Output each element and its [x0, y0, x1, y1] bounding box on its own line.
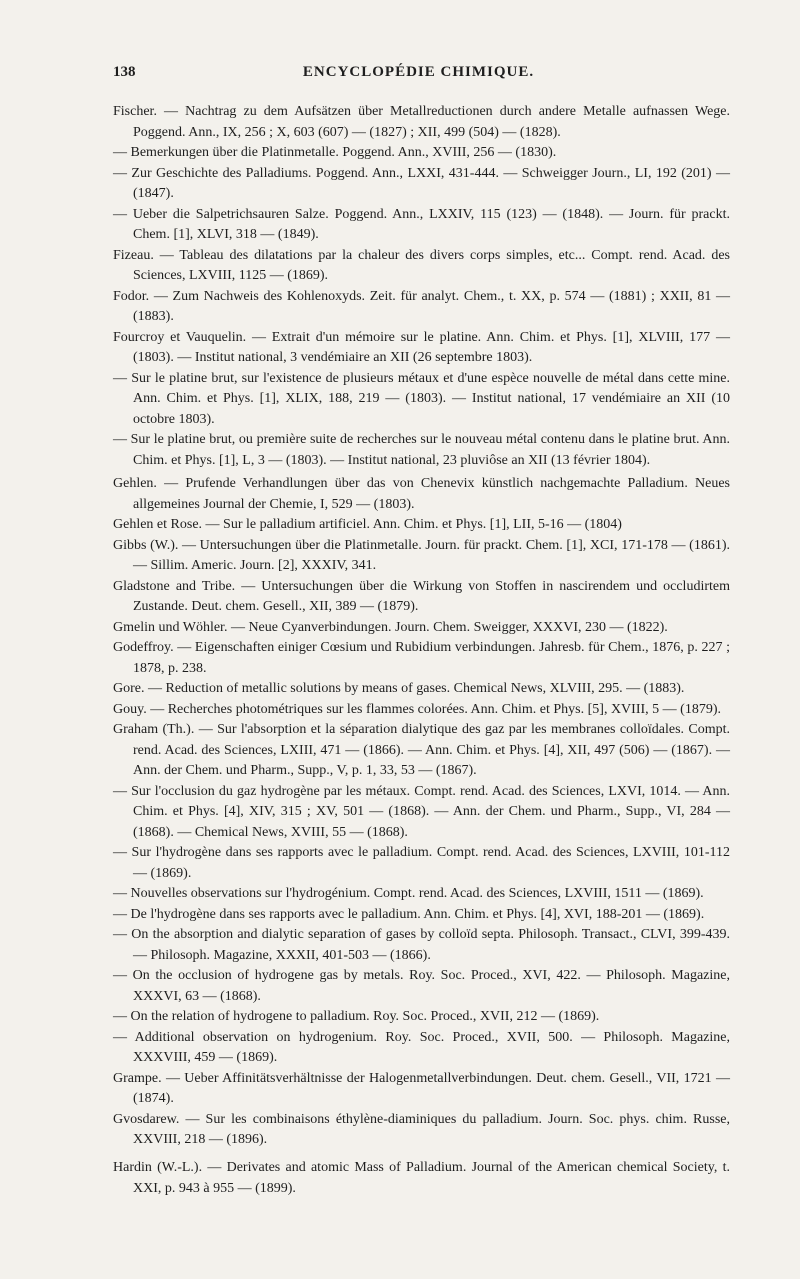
bibliography-entry: Fischer. — Nachtrag zu dem Aufsätzen über Metallreductionen durch andere Metalle aufnassen Wege. Poggend. Ann., IX, 256 ; X, 603 (607) — (1827) ; XII, 499 (504) — (1828).	[113, 104, 730, 140]
bibliography-entry: Gibbs (W.). — Untersuchungen über die Platinmetalle. Journ. für prackt. Chem. [1], XCI, 171-178 — (1861). — Sillim. Americ. Journ. [2], XXXIV, 341.	[113, 537, 730, 573]
running-title: ENCYCLOPÉDIE CHIMIQUE.	[302, 64, 535, 80]
bibliography-entry: Graham (Th.). — Sur l'absorption et la séparation dialytique des gaz par les membranes colloïdales. Compt. rend. Acad. des Sciences, LXIII, 471 — (1866). — Ann. Chim. et Phys. [4], XII, 497 (506) — (1867). — Ann. der Chem. und Pharm., Supp., V, p. 1, 33, 53 — (1867).	[113, 722, 730, 778]
bibliography-entry: — On the occlusion of hydrogene gas by metals. Roy. Soc. Proced., XVI, 422. — Philosoph. Magazine, XXXVI, 63 — (1868).	[113, 968, 730, 1004]
bibliography-entry: Grampe. — Ueber Affinitätsverhältnisse der Halogenmetallverbindungen. Deut. chem. Gesell., VII, 1721 — (1874).	[113, 1070, 730, 1106]
bibliography-entry: — De l'hydrogène dans ses rapports avec le palladium. Ann. Chim. et Phys. [4], XVI, 188-201 — (1869).	[113, 906, 705, 922]
bibliography-entry: Fizeau. — Tableau des dilatations par la chaleur des divers corps simples, etc... Compt. rend. Acad. des Sciences, LXVIII, 1125 — (1869).	[113, 247, 730, 283]
bibliography-entry: Gehlen. — Prufende Verhandlungen über das von Chenevix künstlich nachgemachte Palladium. Neues allgemeines Journal der Chemie, I, 529 — (1803).	[113, 476, 730, 512]
bibliography-entry: — Sur le platine brut, ou première suite de recherches sur le nouveau métal contenu dans le platine brut. Ann. Chim. et Phys. [1], L, 3 — (1803). — Institut national, 23 pluviôse an XII (13 février 1804).	[113, 432, 730, 468]
bibliography-entry: Gmelin und Wöhler. — Neue Cyanverbindungen. Journ. Chem. Sweigger, XXXVI, 230 — (1822).	[113, 619, 668, 635]
bibliography-entry: Gouy. — Recherches photométriques sur les flammes colorées. Ann. Chim. et Phys. [5], XVIII, 5 — (1879).	[113, 701, 721, 717]
bibliography-section-f	[113, 102, 730, 471]
page-header	[113, 64, 724, 88]
bibliography-entry: Gladstone and Tribe. — Untersuchungen über die Wirkung von Stoffen in nascirendem und occludirtem Zustande. Deut. chem. Gesell., XII, 389 — (1879).	[113, 578, 730, 614]
bibliography-section-h	[113, 1158, 730, 1199]
bibliography-entry: — Sur le platine brut, sur l'existence de plusieurs métaux et d'une espèce nouvelle de métal dans cette mine. Ann. Chim. et Phys. [1], XLIX, 188, 219 — (1803). — Institut national, 17 vendémiaire an XII (10 octobre 1803).	[113, 370, 730, 427]
bibliography-entry: Fodor. — Zum Nachweis des Kohlenoxyds. Zeit. für analyt. Chem., t. XX, p. 574 — (1881) ; XXII, 81 — (1883).	[113, 288, 730, 324]
bibliography-entry: — Bemerkungen über die Platinmetalle. Poggend. Ann., XVIII, 256 — (1830).	[113, 145, 557, 160]
bibliography-section-g	[113, 474, 730, 1151]
bibliography-entry: Hardin (W.-L.). — Derivates and atomic Mass of Palladium. Journal of the American chemical Society, t. XXI, p. 943 à 955 — (1899).	[113, 1160, 730, 1196]
bibliography-entry: Gvosdarew. — Sur les combinaisons éthylène-diaminiques du palladium. Journ. Soc. phys. chim. Russe, XXVIII, 218 — (1896).	[113, 1111, 730, 1147]
bibliography-entry: Fourcroy et Vauquelin. — Extrait d'un mémoire sur le platine. Ann. Chim. et Phys. [1], XLVIII, 177 — (1803). — Institut national, 3 vendémiaire an XII (26 septembre 1803).	[113, 329, 730, 365]
bibliography-entry: — Additional observation on hydrogenium. Roy. Soc. Proced., XVII, 500. — Philosoph. Magazine, XXXVIII, 459 — (1869).	[113, 1029, 730, 1065]
bibliography-entry: — Nouvelles observations sur l'hydrogénium. Compt. rend. Acad. des Sciences, LXVIII, 1511 — (1869).	[113, 886, 704, 901]
bibliography-entry: — On the relation of hydrogene to palladium. Roy. Soc. Proced., XVII, 212 — (1869).	[113, 1009, 600, 1024]
bibliography-entry: — Sur l'occlusion du gaz hydrogène par les métaux. Compt. rend. Acad. des Sciences, LXVI, 1014. — Ann. Chim. et Phys. [4], XIV, 315 ; XV, 501 — (1868). — Ann. der Chem. und Pharm., Supp., VI, 284 — (1868). — Chemical News, XVIII, 55 — (1868).	[113, 783, 730, 840]
bibliography-entry: Gore. — Reduction of metallic solutions by means of gases. Chemical News, XLVIII, 295. — (1883).	[113, 681, 685, 696]
bibliography-entry: — On the absorption and dialytic separation of gases by colloïd septa. Philosoph. Transact., CLVI, 399-439. — Philosoph. Magazine, XXXII, 401-503 — (1866).	[113, 927, 730, 963]
bibliography-entry: — Sur l'hydrogène dans ses rapports avec le palladium. Compt. rend. Acad. des Sciences, LXVIII, 101-112 — (1869).	[113, 845, 730, 881]
bibliography-entry: — Zur Geschichte des Palladiums. Poggend. Ann., LXXI, 431-444. — Schweigger Journ., LI, 192 (201) — (1847).	[113, 165, 730, 201]
bibliography-entry: Godeffroy. — Eigenschaften einiger Cœsium und Rubidium verbindungen. Jahresb. für Chem., 1876, p. 227 ; 1878, p. 238.	[113, 640, 730, 676]
bibliography-entry: — Ueber die Salpetrichsauren Salze. Poggend. Ann., LXXIV, 115 (123) — (1848). — Journ. für prackt. Chem. [1], XLVI, 318 — (1849).	[113, 206, 730, 242]
page-number: 138	[113, 64, 136, 80]
bibliography-entry: Gehlen et Rose. — Sur le palladium artificiel. Ann. Chim. et Phys. [1], LII, 5-16 — (1804)	[113, 517, 622, 532]
